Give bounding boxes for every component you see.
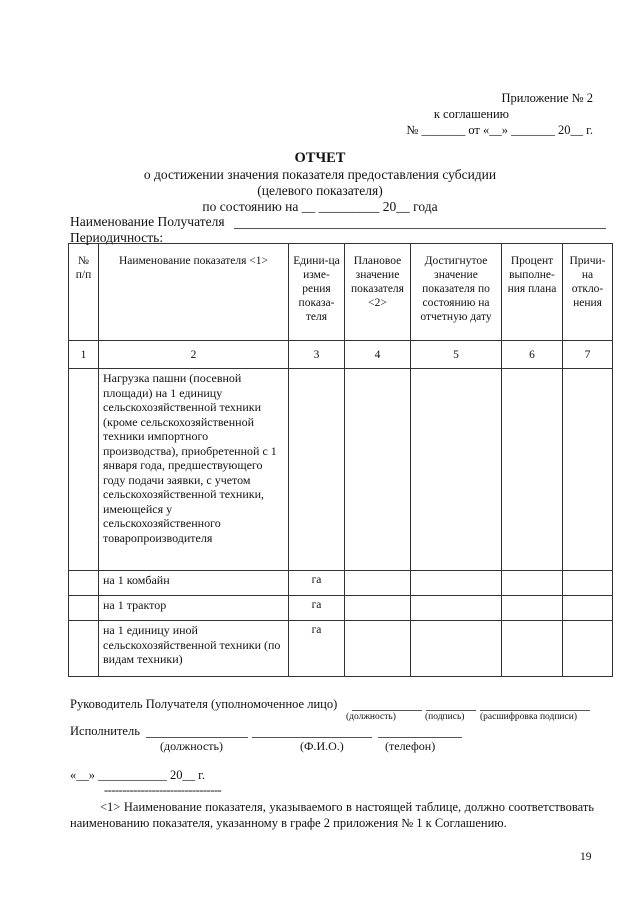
planned-value-cell [345, 596, 411, 621]
column-number: 3 [289, 341, 345, 369]
page-number: 19 [580, 851, 592, 863]
column-number: 2 [99, 341, 289, 369]
row-number-cell [69, 621, 99, 677]
executor-phone-line [378, 737, 462, 738]
header-cell: № п/п [69, 244, 99, 341]
indicator-name: Нагрузка пашни (посевной площади) на 1 единицу сельскохозяйственной техники (кроме сельскохозяйственной техники импортного производства), приобретенной с 1 января года, предшествующего году подачи заявки, с учетом сельскохозяйственной техники, имеющейся у сельскохозяйственного товаропроизводителя [99, 369, 289, 571]
achieved-value-cell [411, 369, 502, 571]
achieved-value-cell [411, 596, 502, 621]
unit-cell: га [289, 596, 345, 621]
caption-position: (должность) [346, 712, 396, 722]
table-row [69, 596, 613, 621]
caption-signature: (подпись) [425, 712, 465, 722]
achieved-value-cell [411, 621, 502, 677]
executor-position-line [146, 737, 248, 738]
recipient-field-line [234, 228, 606, 229]
column-number: 4 [345, 341, 411, 369]
caption-executor-position: (должность) [160, 739, 223, 753]
subtitle-line-3: по состоянию на __ _________ 20__ года [202, 199, 438, 214]
row-number-cell [69, 596, 99, 621]
header-cell: Процент выполне-ния плана [502, 244, 563, 341]
unit-cell [289, 369, 345, 571]
unit-cell: га [289, 571, 345, 596]
column-number: 6 [502, 341, 563, 369]
reason-cell [563, 621, 613, 677]
reason-cell [563, 369, 613, 571]
percent-cell [502, 571, 563, 596]
table-row [69, 369, 613, 571]
planned-value-cell [345, 369, 411, 571]
reason-cell [563, 596, 613, 621]
percent-cell [502, 369, 563, 571]
recipient-label: Наименование Получателя [70, 214, 225, 229]
footnote-text: <1> Наименование показателя, указываемого в настоящей таблице, должно соответствовать наименованию показателя, указанному в графе 2 приложения № 1 к Соглашению. [70, 800, 594, 830]
head-position-line [352, 710, 422, 711]
header-cell: Плановое значение показателя <2> [345, 244, 411, 341]
subtitle-line-1: о достижении значения показателя предоставления субсидии [143, 167, 497, 182]
row-number-cell [69, 571, 99, 596]
caption-executor-phone: (телефон) [385, 739, 436, 753]
header-cell: Причи-на откло-нения [563, 244, 613, 341]
achieved-value-cell [411, 571, 502, 596]
executor-label: Исполнитель [70, 724, 140, 738]
unit-cell: га [289, 621, 345, 677]
column-number: 1 [69, 341, 99, 369]
reason-cell [563, 571, 613, 596]
header-cell: Наименование показателя <1> [99, 244, 289, 341]
subtitle-line-2: (целевого показателя) [257, 183, 383, 198]
head-name-line [480, 710, 590, 711]
planned-value-cell [345, 621, 411, 677]
footnote-separator: -------------------------------- [104, 783, 222, 797]
row-number-cell [69, 369, 99, 571]
caption-executor-name: (Ф.И.О.) [300, 739, 344, 753]
percent-cell [502, 621, 563, 677]
appendix-line-1: Приложение № 2 [501, 91, 593, 105]
table-header-row [69, 244, 613, 341]
indicator-name: на 1 трактор [99, 596, 289, 621]
appendix-line-2: к соглашению [433, 107, 509, 121]
table-row [69, 571, 613, 596]
indicator-name: на 1 комбайн [99, 571, 289, 596]
appendix-line-3: № _______ от «__» _______ 20__ г. [406, 123, 593, 137]
header-cell: Едини-ца изме-рения показа-теля [289, 244, 345, 341]
indicator-name: на 1 единицу иной сельскохозяйственной техники (по видам техники) [99, 621, 289, 677]
report-table [68, 243, 613, 677]
column-number: 7 [563, 341, 613, 369]
executor-name-line [252, 737, 372, 738]
caption-name: (расшифровка подписи) [480, 712, 577, 722]
head-signature-label: Руководитель Получателя (уполномоченное лицо) [70, 697, 338, 711]
periodicity-label: Периодичность: [70, 230, 164, 245]
head-signature-line [426, 710, 476, 711]
date-line: «__» ___________ 20__ г. [70, 768, 205, 782]
column-number: 5 [411, 341, 502, 369]
column-number-row [69, 341, 613, 369]
table-row [69, 621, 613, 677]
header-cell: Достигнутое значение показателя по состоянию на отчетную дату [411, 244, 502, 341]
report-title: ОТЧЕТ [294, 150, 346, 166]
percent-cell [502, 596, 563, 621]
planned-value-cell [345, 571, 411, 596]
